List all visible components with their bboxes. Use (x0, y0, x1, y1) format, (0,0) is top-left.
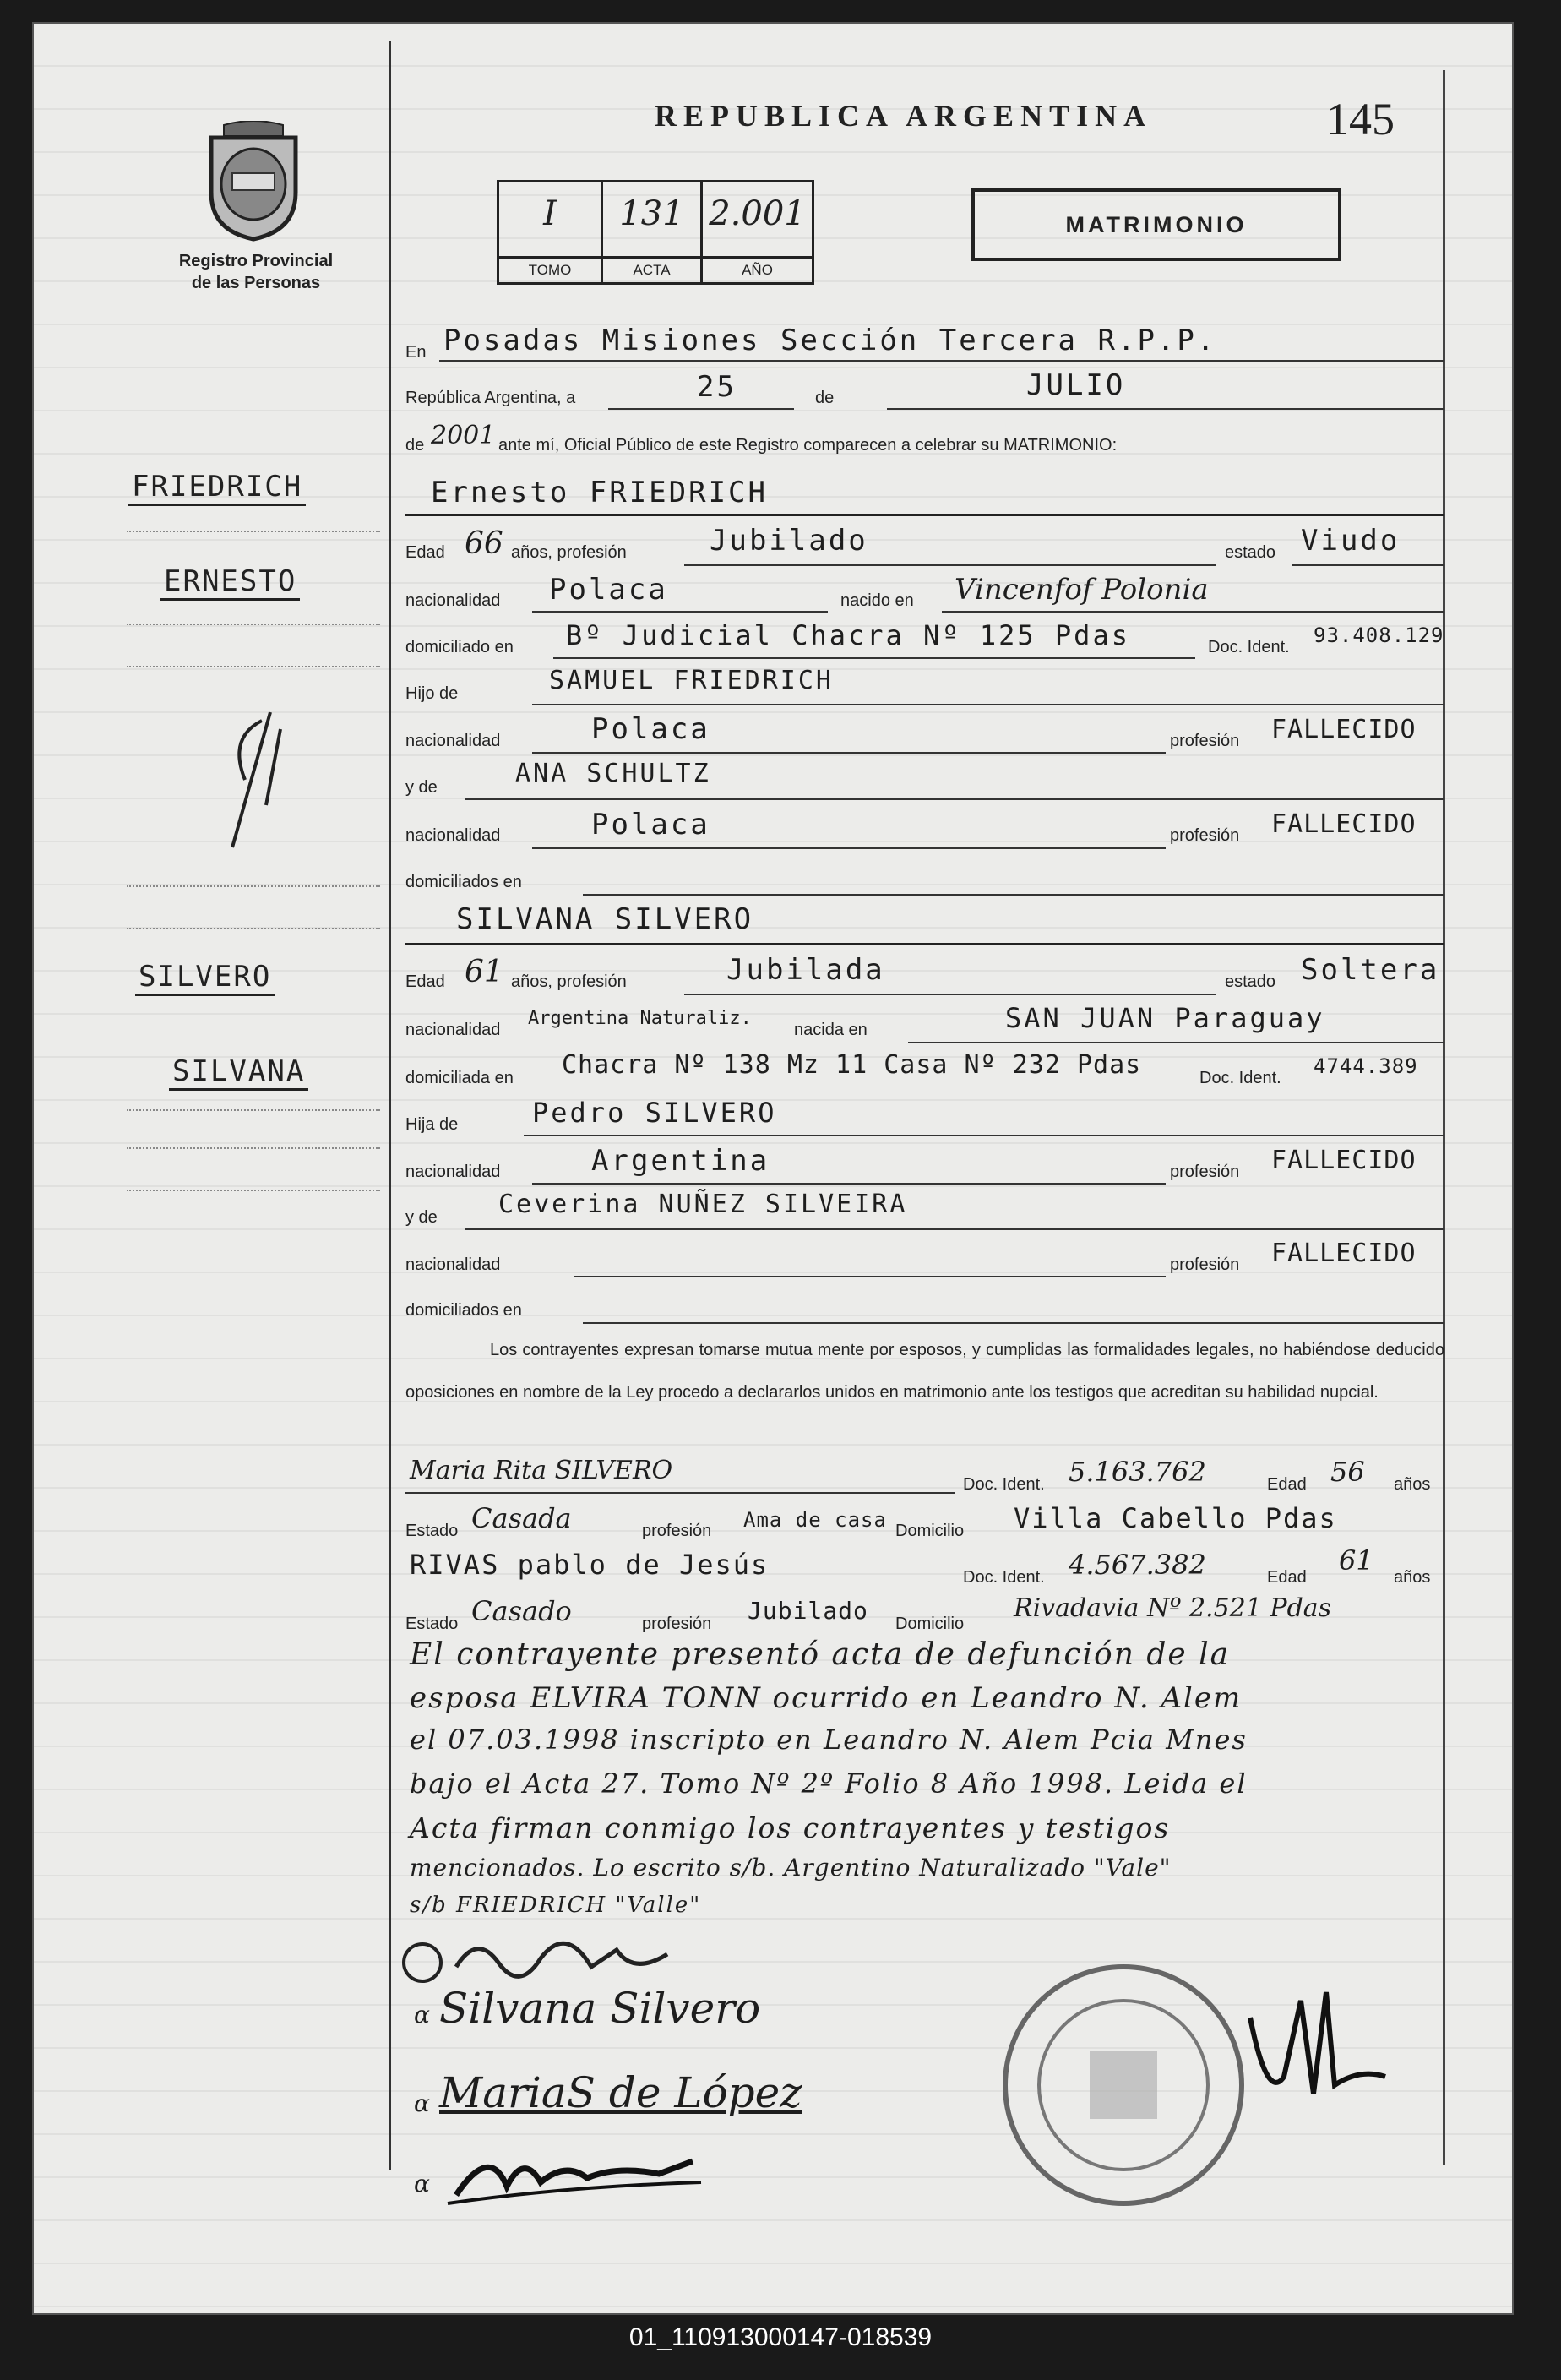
witness2-profession-label: profesión (642, 1615, 712, 1633)
bride-civil-status: Soltera (1301, 953, 1440, 987)
acta-cell (603, 182, 703, 282)
witness2-anios-label: años (1394, 1568, 1431, 1587)
groom-father-profession: FALLECIDO (1271, 715, 1417, 744)
bride-age-label: Edad (405, 972, 445, 991)
bride-address: Chacra Nº 138 Mz 11 Casa Nº 232 Pdas (562, 1050, 1142, 1080)
de-label: de (815, 389, 835, 407)
bride-nationality-label: nacionalidad (405, 1021, 501, 1039)
witness1-status: Casada (471, 1502, 572, 1534)
witness2-signature-icon (439, 2136, 710, 2212)
groom-birthplace-label: nacido en (840, 591, 914, 610)
witness1-signature: MariaS de López (439, 2068, 802, 2117)
left-margin-mark-icon (220, 704, 296, 856)
groom-mother: ANA SCHULTZ (515, 759, 711, 788)
witness2-name: RIVAS pablo de Jesús (410, 1549, 770, 1581)
witness1-doc-label: Doc. Ident. (963, 1475, 1045, 1494)
register-page (34, 24, 1512, 2313)
bride-address-label: domiciliada en (405, 1069, 514, 1087)
witness2-status: Casado (471, 1595, 572, 1627)
bride-profession-label: años, profesión (511, 972, 627, 991)
witness2-status-label: Estado (405, 1615, 459, 1633)
bride-parents-address-label: domiciliados en (405, 1301, 522, 1320)
tomo-value: I (543, 194, 557, 233)
official-signature-icon (1233, 1967, 1402, 2136)
witness2-doc-label: Doc. Ident. (963, 1568, 1045, 1587)
page-number: 145 (1326, 94, 1395, 144)
groom-mother-nationality: Polaca (591, 808, 710, 841)
act-month: JULIO (1026, 368, 1126, 402)
witness2-address: Rivadavia Nº 2.521 Pdas (1014, 1593, 1332, 1623)
registry-label-line1: Registro Provincial (178, 252, 334, 270)
bride-father: Pedro SILVERO (532, 1097, 777, 1129)
acta-value: 131 (619, 194, 684, 233)
groom-civil-status: Viudo (1301, 524, 1401, 558)
bride-profession: Jubilada (726, 953, 885, 987)
groom-mother-profession: FALLECIDO (1271, 809, 1417, 839)
witness1-signature-prefix: α (414, 2089, 432, 2117)
bride-mother-profession-label: profesión (1170, 1255, 1240, 1274)
intro-text: ante mí, Oficial Público de este Registro comparecen a celebrar su MATRIMONIO: (498, 436, 1118, 455)
note-line: El contrayente presentó acta de defunción de la (410, 1637, 1231, 1672)
groom-surname-margin: FRIEDRICH (128, 470, 306, 506)
groom-birthplace: Vincenfof Polonia (955, 573, 1209, 607)
groom-profession-label: años, profesión (511, 543, 627, 562)
groom-firstname-margin: ERNESTO (160, 564, 300, 601)
bride-surname-margin: SILVERO (135, 960, 275, 996)
note-line: Acta firman conmigo los contrayentes y testigos (410, 1811, 1171, 1844)
witness2-age: 61 (1339, 1544, 1373, 1577)
witness1-name: Maria Rita SILVERO (410, 1456, 673, 1485)
anio-label: AÑO (703, 256, 812, 282)
groom-father-nationality: Polaca (591, 712, 710, 746)
bride-full-name: SILVANA SILVERO (456, 902, 754, 936)
republica-label: República Argentina, a (405, 389, 576, 407)
right-border (1443, 70, 1445, 2165)
acta-label: ACTA (603, 256, 700, 282)
groom-nationality: Polaca (549, 573, 668, 607)
witness2-profession: Jubilado (748, 1597, 868, 1625)
note-line: esposa ELVIRA TONN ocurrido en Leandro N. Alem (410, 1681, 1243, 1715)
reference-box (497, 180, 814, 285)
bride-doc: 4744.389 (1314, 1054, 1418, 1078)
bride-mother-nationality-label: nacionalidad (405, 1255, 501, 1274)
witness2-address-label: Domicilio (895, 1615, 965, 1633)
witness1-age: 56 (1330, 1456, 1365, 1488)
witness2-signature-prefix: α (414, 2170, 432, 2198)
bride-nationality: Argentina Naturaliz. (528, 1008, 752, 1029)
bride-father-profession: FALLECIDO (1271, 1146, 1417, 1175)
note-line: el 07.03.1998 inscripto en Leandro N. Alem Pcia Mnes (410, 1724, 1248, 1756)
registry-label (150, 250, 362, 294)
registry-label-line2: de las Personas (191, 274, 321, 292)
groom-status-label: estado (1225, 543, 1276, 562)
registry-place: Posadas Misiones Sección Tercera R.P.P. (443, 324, 1217, 357)
groom-age: 66 (465, 526, 503, 561)
witness1-status-label: Estado (405, 1522, 459, 1540)
act-type-box: MATRIMONIO (971, 188, 1341, 261)
note-line: s/b FRIEDRICH "Valle" (410, 1893, 702, 1918)
groom-full-name: Ernesto FRIEDRICH (431, 476, 768, 509)
en-label: En (405, 343, 427, 362)
groom-father-label: Hijo de (405, 684, 459, 703)
bride-birthplace-label: nacida en (794, 1021, 868, 1039)
groom-doc: 93.408.129 (1314, 624, 1444, 647)
groom-father-nationality-label: nacionalidad (405, 732, 501, 750)
witness1-address: Villa Cabello Pdas (1014, 1502, 1337, 1534)
de2-label: de (405, 436, 425, 455)
act-year: 2001 (431, 421, 496, 450)
groom-father: SAMUEL FRIEDRICH (549, 666, 834, 695)
groom-mother-label: y de (405, 778, 438, 797)
country-title: REPUBLICA ARGENTINA (655, 99, 1153, 133)
bride-father-label: Hija de (405, 1115, 459, 1134)
anio-cell (703, 182, 812, 282)
bride-doc-label: Doc. Ident. (1199, 1069, 1281, 1087)
margin-separator (389, 41, 391, 2170)
groom-parents-address-label: domiciliados en (405, 873, 522, 891)
declaration-text: Los contrayentes expresan tomarse mutua mente por esposos, y cumplidas las formalidades legales, no habiéndose deducido oposiciones en nombre de la Ley procedo a declararlos unidos en matrimonio ante los testigos que acreditan su habilidad nupcial. (405, 1341, 1444, 1402)
witness1-age-label: Edad (1267, 1475, 1307, 1494)
anio-value: 2.001 (709, 194, 806, 233)
bride-mother: Ceverina NUÑEZ SILVEIRA (498, 1190, 908, 1219)
registry-seal-icon (199, 121, 308, 243)
groom-mother-nationality-label: nacionalidad (405, 826, 501, 845)
act-day: 25 (697, 370, 737, 404)
tomo-cell (499, 182, 603, 282)
provincial-registry-stamp-icon (988, 1950, 1259, 2220)
bride-age: 61 (465, 955, 503, 989)
document-id: 01_110913000147-018539 (628, 2323, 933, 2351)
bride-signature: Silvana Silvero (439, 1984, 761, 2033)
witness2-age-label: Edad (1267, 1568, 1307, 1587)
bride-signature-prefix: α (414, 2001, 432, 2029)
bride-status-label: estado (1225, 972, 1276, 991)
groom-doc-label: Doc. Ident. (1208, 638, 1290, 656)
witness1-anios-label: años (1394, 1475, 1431, 1494)
witness1-profession: Ama de casa (743, 1508, 887, 1532)
bride-father-nationality: Argentina (591, 1144, 770, 1178)
bride-mother-label: y de (405, 1208, 438, 1227)
groom-address-label: domiciliado en (405, 638, 514, 656)
witness1-address-label: Domicilio (895, 1522, 965, 1540)
witness1-doc: 5.163.762 (1069, 1456, 1206, 1488)
bride-firstname-margin: SILVANA (169, 1054, 308, 1091)
groom-address: Bº Judicial Chacra Nº 125 Pdas (566, 619, 1130, 651)
witness2-doc: 4.567.382 (1069, 1549, 1206, 1581)
bride-father-profession-label: profesión (1170, 1163, 1240, 1181)
groom-age-label: Edad (405, 543, 445, 562)
groom-mother-profession-label: profesión (1170, 826, 1240, 845)
tomo-label: TOMO (499, 256, 601, 282)
bride-father-nationality-label: nacionalidad (405, 1163, 501, 1181)
groom-profession: Jubilado (710, 524, 868, 558)
note-line: mencionados. Lo escrito s/b. Argentino Naturalizado "Vale" (410, 1854, 1172, 1882)
witness1-profession-label: profesión (642, 1522, 712, 1540)
note-line: bajo el Acta 27. Tomo Nº 2º Folio 8 Año 1998. Leida el (410, 1767, 1248, 1800)
bride-mother-profession: FALLECIDO (1271, 1239, 1417, 1268)
groom-nationality-label: nacionalidad (405, 591, 501, 610)
groom-father-profession-label: profesión (1170, 732, 1240, 750)
bride-birthplace: SAN JUAN Paraguay (1005, 1002, 1325, 1034)
